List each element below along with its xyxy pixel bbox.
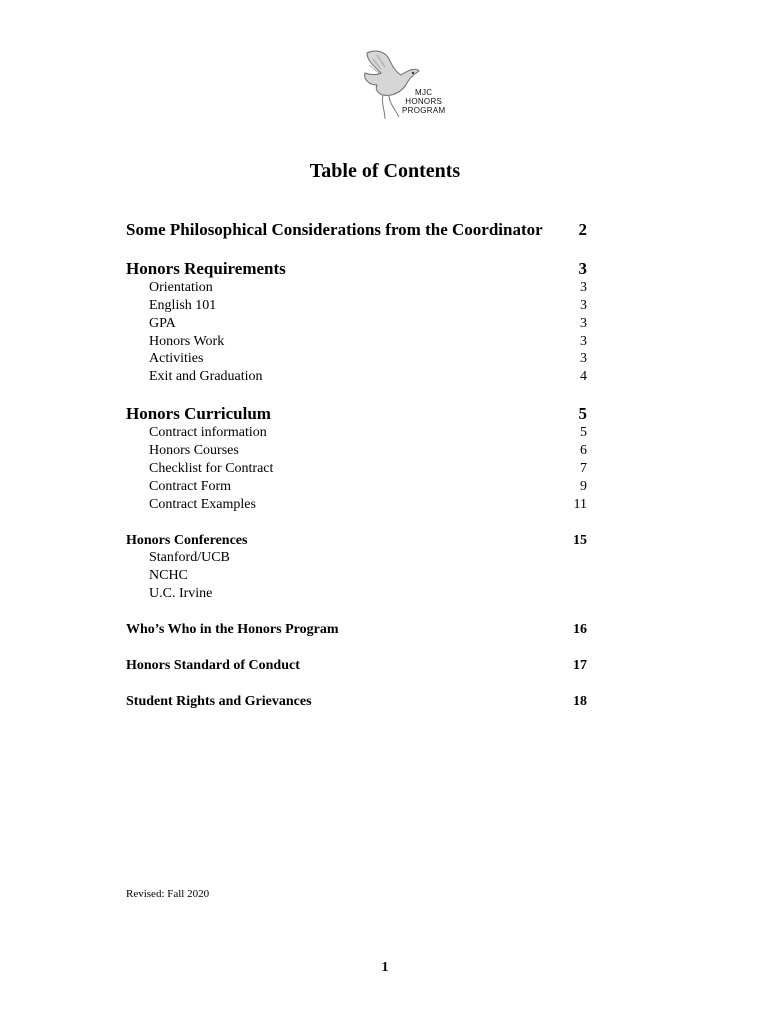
toc-entry xyxy=(126,622,587,638)
toc-entry-label: Who’s Who in the Honors Program xyxy=(126,622,339,637)
toc-subentry-page: 5 xyxy=(580,425,587,440)
toc-subentry xyxy=(149,461,587,477)
toc-subentry-page: 3 xyxy=(580,298,587,313)
logo-line-3: PROGRAM xyxy=(402,106,446,115)
toc-entry-page: 17 xyxy=(573,658,587,673)
toc-subentry xyxy=(149,369,587,385)
toc-entry-page: 16 xyxy=(573,622,587,637)
toc-entry-page: 2 xyxy=(578,220,587,239)
logo-line-2: HONORS xyxy=(405,97,443,106)
toc-entry xyxy=(126,658,587,674)
toc-subentry-label: Checklist for Contract xyxy=(149,461,274,476)
toc-subentry-label: Exit and Graduation xyxy=(149,369,263,384)
toc-entry-label: Student Rights and Grievances xyxy=(126,694,312,709)
toc-subentry xyxy=(149,550,587,566)
toc-entry-label: Honors Conferences xyxy=(126,533,248,548)
toc-entry-page: 18 xyxy=(573,694,587,709)
toc-subentry-label: GPA xyxy=(149,316,176,331)
toc-subentry-page: 7 xyxy=(580,461,587,476)
logo-line-1: MJC xyxy=(415,88,433,97)
toc-subentry-page: 3 xyxy=(580,334,587,349)
toc-subentry-page: 9 xyxy=(580,479,587,494)
revised-note: Revised: Fall 2020 xyxy=(126,888,210,900)
toc-subentry xyxy=(149,334,587,350)
toc-entry-label: Honors Curriculum xyxy=(126,404,271,423)
toc-subentry xyxy=(149,479,587,495)
toc-entry xyxy=(126,220,587,240)
toc-entry-label: Honors Standard of Conduct xyxy=(126,658,300,673)
toc-subentry-label: U.C. Irvine xyxy=(149,586,213,601)
toc-subentry xyxy=(149,497,587,513)
page-number: 1 xyxy=(381,960,389,975)
toc-subentry-label: Activities xyxy=(149,351,204,366)
toc-subentry-label: Honors Courses xyxy=(149,443,239,458)
toc-entry xyxy=(126,259,587,279)
toc-subentry-label: English 101 xyxy=(149,298,217,313)
toc-subentry xyxy=(149,425,587,441)
toc-subentry xyxy=(149,298,587,314)
toc-subentry-label: Contract Examples xyxy=(149,497,256,512)
toc-subentry-label: Stanford/UCB xyxy=(149,550,230,565)
toc-subentry xyxy=(149,351,587,367)
toc-entry-page: 5 xyxy=(578,404,587,423)
toc-entry-page: 15 xyxy=(573,533,587,548)
logo-text xyxy=(402,88,445,115)
toc-subentry-page: 4 xyxy=(580,369,587,384)
toc-subentry-page: 6 xyxy=(580,443,587,458)
toc-entry xyxy=(126,533,587,549)
toc-subentry xyxy=(149,280,587,296)
toc-subentry xyxy=(149,586,587,602)
toc-entry-label: Some Philosophical Considerations from the Coordinator xyxy=(126,220,543,239)
page-title: Table of Contents xyxy=(309,160,461,182)
toc-subentry-label: Orientation xyxy=(149,280,213,295)
toc-subentry-page: 3 xyxy=(580,280,587,295)
toc-entry-page: 3 xyxy=(578,259,587,278)
toc-subentry-page: 3 xyxy=(580,316,587,331)
toc-subentry-label: NCHC xyxy=(149,568,188,583)
toc-entry xyxy=(126,404,587,424)
toc-subentry-label: Contract Form xyxy=(149,479,232,494)
toc-subentry-page: 3 xyxy=(580,351,587,366)
toc-subentry-label: Contract information xyxy=(149,425,267,440)
toc-subentry xyxy=(149,568,587,584)
toc-entry-label: Honors Requirements xyxy=(126,259,286,278)
toc-subentry-page: 11 xyxy=(573,497,587,512)
toc-subentry xyxy=(149,443,587,459)
toc-subentry-label: Honors Work xyxy=(149,334,225,349)
toc-subentry xyxy=(149,316,587,332)
toc-entry xyxy=(126,694,587,710)
